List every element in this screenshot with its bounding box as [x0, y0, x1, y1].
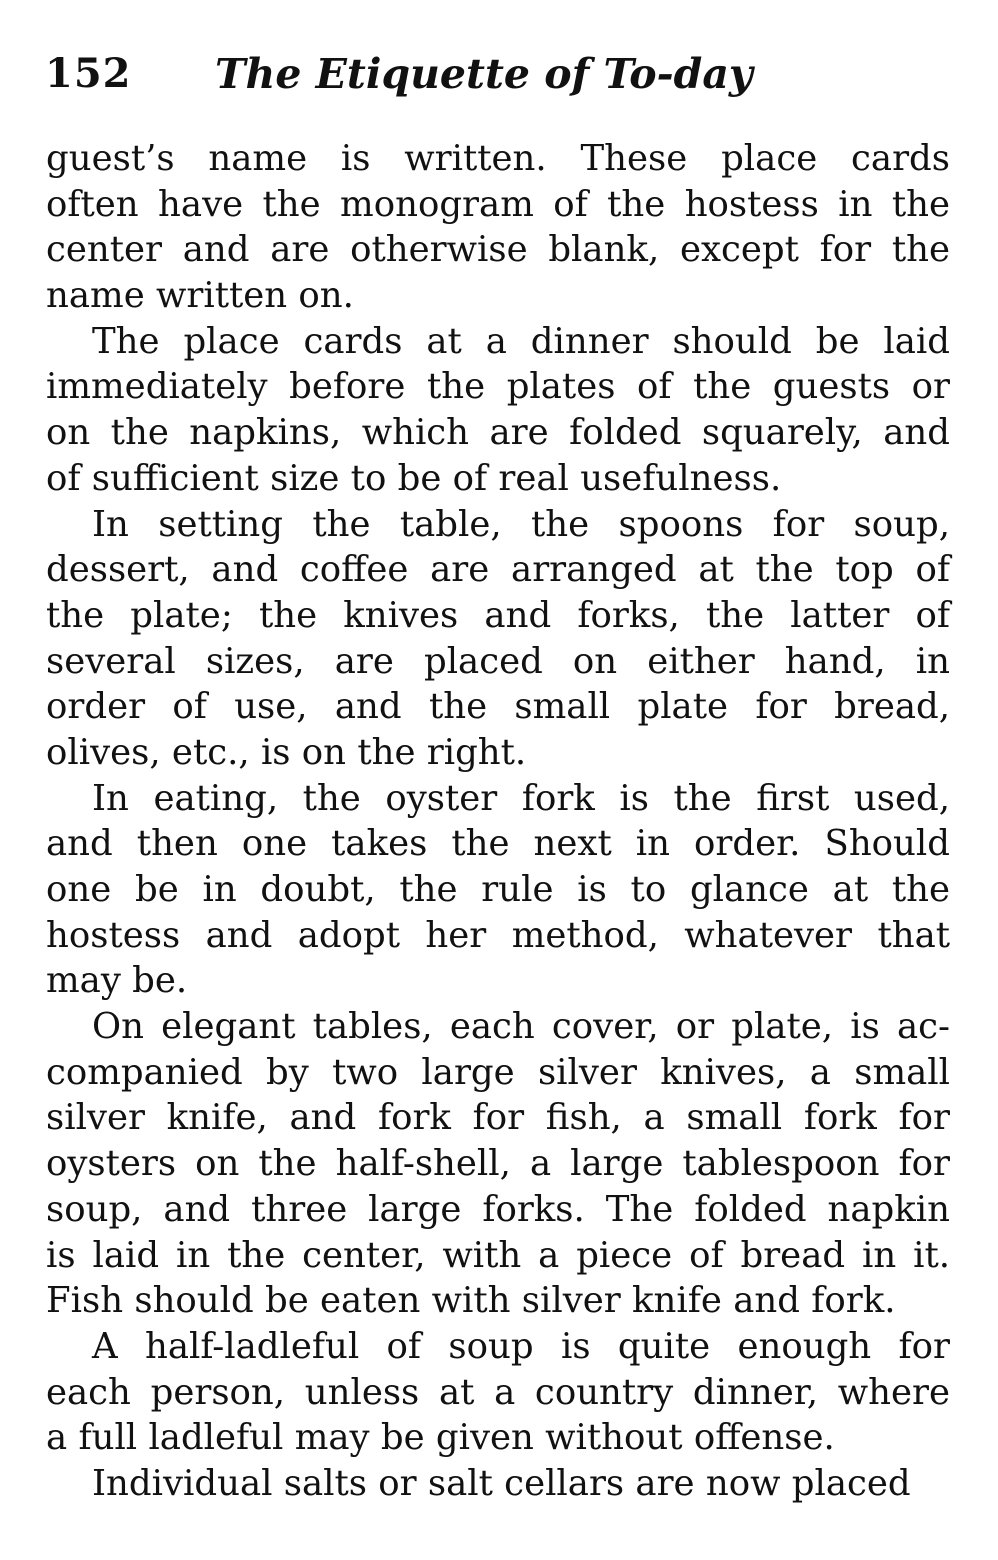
text-line: A half-ladleful of soup is quite enough for	[92, 1325, 950, 1367]
text-line: The place cards at a dinner should be laid	[92, 320, 950, 362]
text-line: the plate; the knives and forks, the latter of	[46, 594, 950, 636]
text-line: each person, unless at a country dinner, where	[46, 1371, 950, 1413]
text-line: center and are otherwise blank, except for the	[46, 229, 950, 271]
text-line: soup, and three large forks. The folded napkin	[46, 1188, 950, 1230]
text-line: companied by two large silver knives, a small	[46, 1051, 950, 1093]
text-line: several sizes, are placed on either hand, in	[46, 640, 950, 682]
page-header	[45, 46, 945, 110]
running-title: The Etiquette of To-day	[215, 50, 753, 98]
text-line: immediately before the plates of the guests or	[46, 366, 950, 408]
text-line: and then one takes the next in order. Should	[46, 823, 950, 865]
text-line: name written on.	[46, 275, 354, 317]
text-line: silver knife, and fork for fish, a small fork for	[46, 1097, 950, 1139]
text-line: Individual salts or salt cellars are now placed	[92, 1462, 911, 1504]
text-line: a full ladleful may be given without offense.	[46, 1417, 835, 1459]
text-line: on the napkins, which are folded squarely, and	[46, 412, 950, 454]
text-line: may be.	[46, 960, 188, 1002]
text-line: is laid in the center, with a piece of bread in it.	[46, 1234, 950, 1276]
text-line: oysters on the half-shell, a large tablespoon for	[46, 1143, 950, 1185]
text-line: order of use, and the small plate for bread,	[46, 686, 950, 728]
text-line: of sufficient size to be of real usefulness.	[46, 457, 782, 499]
text-line: hostess and adopt her method, whatever that	[46, 914, 950, 956]
text-line: olives, etc., is on the right.	[46, 731, 527, 773]
page-number: 152	[45, 50, 132, 97]
text-line: In setting the table, the spoons for soup,	[92, 503, 950, 545]
text-line: one be in doubt, the rule is to glance at the	[46, 869, 950, 910]
text-line: Fish should be eaten with silver knife and fork.	[46, 1280, 896, 1322]
text-line: On elegant tables, each cover, or plate, is ac-	[92, 1006, 950, 1048]
text-line: guest’s name is written. These place cards	[46, 138, 950, 179]
text-line: In eating, the oyster fork is the first used,	[92, 777, 950, 819]
body-text	[46, 136, 950, 1507]
text-line: dessert, and coffee are arranged at the top of	[46, 549, 950, 591]
text-line: often have the monogram of the hostess in the	[46, 183, 950, 225]
